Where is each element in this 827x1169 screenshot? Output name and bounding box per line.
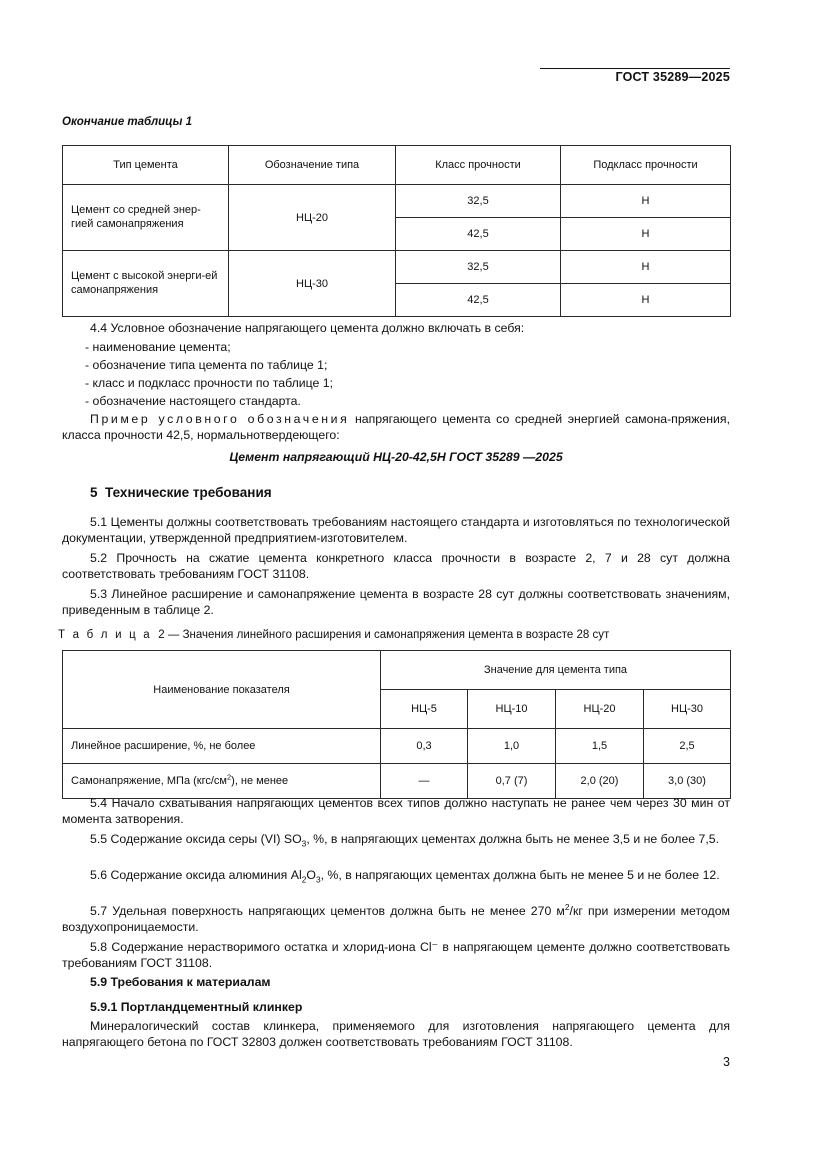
table1-type-name: Цемент со средней энер-гией самонапряжения [63,185,229,251]
clause-5-3: 5.3 Линейное расширение и самонапряжение цемента в возрасте 28 сут должны соответствовать значениям, приведенным в таблице 2. [62,587,730,618]
clause-5-7-a: 5.7 Удельная поверхность напрягающих цементов должна быть не менее 270 м [90,904,565,918]
table-row [63,251,731,284]
table2-row-name-selfstress [63,764,381,799]
section-5-title: Технические требования [105,485,272,500]
clause-5-9-1-text: Минералогический состав клинкера, применяемого для изготовления напрягающего цемента для напрягающего бетона по ГОСТ 32803 должен соответствовать требованиям ГОСТ 31108. [62,1019,730,1050]
clause-5-1: 5.1 Цементы должны соответствовать требованиям настоящего стандарта и изготовляться по технологической документации, утвержденной предприятием-изготовителем. [62,515,730,546]
header-rule [540,68,730,69]
table2-row1-superscript: 2 [227,772,232,782]
table1-col-designation: Обозначение типа [229,146,396,185]
table2-cell-value: 0,3 [381,729,468,764]
table1-strength-subclass: Н [561,218,731,251]
table2-type-nc10: НЦ-10 [468,690,556,729]
table1-designation: НЦ-30 [229,251,396,317]
clause-5-7-b: /кг при измерении методом воздухопроницаемости. [62,904,730,935]
table1-strength-subclass: Н [561,251,731,284]
running-header [540,70,730,84]
table2-cell-value: — [381,764,468,799]
clause-5-6-a: 5.6 Содержание оксида алюминия Al [90,868,302,882]
clause-5-6-b: , %, в напрягающих цементах должна быть не менее 5 и не более 12. [320,868,720,882]
example-text: напрягающего цемента со средней энергией самона-пряжения, класса прочности 42,5, нормальнотвердеющего: [62,412,730,443]
clause-5-9-heading: 5.9 Требования к материалам [90,975,271,989]
table2-col-group: Значение для цемента типа [381,651,731,690]
table2-header-row-1 [63,651,731,690]
table1-strength-class: 32,5 [396,251,561,284]
clause-5-6 [62,867,730,883]
clause-5-7-superscript: 2 [564,901,570,912]
clause-5-5-b: , %, в напрягающих цементах должна быть не менее 3,5 и не более 7,5. [306,832,720,846]
clause-5-5-a: 5.5 Содержание оксида серы (VI) SO [90,832,302,846]
clause-5-6-mid: O [306,868,316,882]
section-5-heading [90,485,272,500]
table-cement-types [62,145,731,317]
table2-cell-value: 2,5 [644,729,731,764]
table2-row1-name-a: Самонапряжение, МПа (кгс/см [71,775,227,787]
clause-5-8: 5.8 Содержание нерастворимого остатка и хлорид-иона Cl⁻ в напрягающем цементе должно соответствовать требованиям ГОСТ 31108. [62,940,730,971]
clause-4-4-item-3: - класс и подкласс прочности по таблице 1; [85,376,334,390]
table1-strength-class: 32,5 [396,185,561,218]
clause-5-7 [62,903,730,936]
table1-header-row [63,146,731,185]
table2-row1-name-b: ), не менее [231,775,289,787]
clause-5-5 [62,831,730,847]
table2-cell-value: 0,7 (7) [468,764,556,799]
page-number: 3 [723,1055,730,1069]
table-row [63,729,731,764]
table1-strength-subclass: Н [561,284,731,317]
table2-caption [58,629,609,641]
table2-cell-value: 1,5 [556,729,644,764]
table1-strength-subclass: Н [561,185,731,218]
table2-cell-value: 3,0 (30) [644,764,731,799]
table2-type-nc30: НЦ-30 [644,690,731,729]
table2-cell-value: 1,0 [468,729,556,764]
table1-type-name: Цемент с высокой энерги-ей самонапряжения [63,251,229,317]
section-5-number: 5 [90,485,98,500]
clause-4-4-item-1: - наименование цемента; [85,340,231,354]
clause-4-4-lead: 4.4 Условное обозначение напрягающего цемента должно включать в себя: [90,321,525,335]
table1-designation: НЦ-20 [229,185,396,251]
clause-4-4-item-2: - обозначение типа цемента по таблице 1; [85,358,328,372]
table1-col-class: Класс прочности [396,146,561,185]
table1-col-type: Тип цемента [63,146,229,185]
table1-strength-class: 42,5 [396,284,561,317]
clause-5-6-subscript-1: 2 [301,874,307,885]
table1-strength-class: 42,5 [396,218,561,251]
standard-number: ГОСТ 35289—2025 [615,70,730,84]
clause-5-2: 5.2 Прочность на сжатие цемента конкретного класса прочности в возрасте 2, 7 и 28 сут должна соответствовать требованиям ГОСТ 31108. [62,551,730,582]
clause-4-4-example-paragraph [62,411,730,444]
clause-5-9-1-heading: 5.9.1 Портландцементный клинкер [90,1000,303,1014]
table2-row0-name-a: Линейное расширение, %, не более [71,740,256,752]
table1-caption: Окончание таблицы 1 [62,116,193,128]
table2-caption-rest: 2 — Значения линейного расширения и самонапряжения цемента в возрасте 28 сут [158,629,610,641]
table2-caption-word: Т а б л и ц а [58,629,152,641]
table2-cell-value: 2,0 (20) [556,764,644,799]
clause-4-4-item-4: - обозначение настоящего стандарта. [85,394,301,408]
clause-5-4: 5.4 Начало схватывания напрягающих цементов всех типов должно наступать не ранее чем через 30 мин от момента затворения. [62,796,730,827]
table-row [63,185,731,218]
table-expansion-selfstress [62,650,731,799]
table2-col-indicator: Наименование показателя [63,651,381,729]
table2-type-nc20: НЦ-20 [556,690,644,729]
table1-col-subclass: Подкласс прочности [561,146,731,185]
clause-5-5-subscript: 3 [301,838,307,849]
example-designation: Цемент напрягающий НЦ-20-42,5Н ГОСТ 35289 —2025 [229,450,563,464]
table2-type-nc5: НЦ-5 [381,690,468,729]
example-label: Пример условного обозначения [90,412,350,426]
clause-5-6-subscript-2: 3 [315,874,321,885]
table2-row-name-linear-expansion [63,729,381,764]
table-row [63,764,731,799]
